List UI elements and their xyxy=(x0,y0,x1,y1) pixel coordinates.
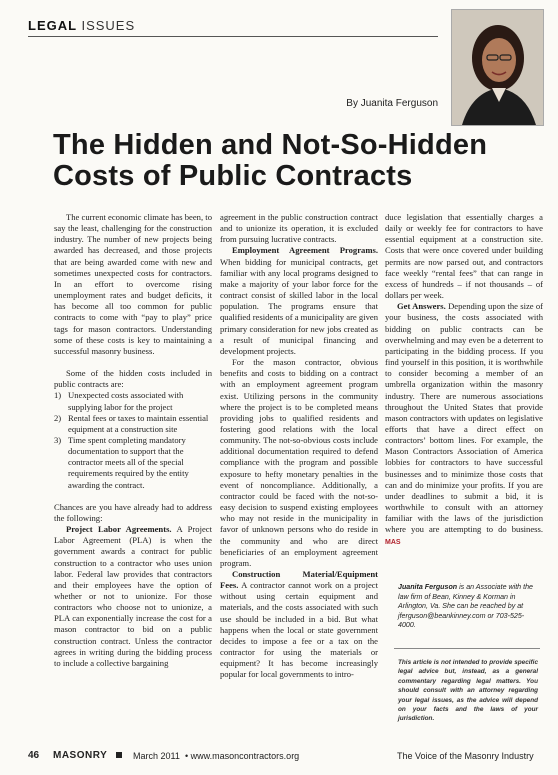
subhead: Get Answers. xyxy=(397,301,446,312)
paragraph xyxy=(220,245,378,357)
magazine-name: MASONRY xyxy=(53,750,108,761)
column-1 xyxy=(54,212,212,669)
list-number: 3) xyxy=(54,434,62,445)
paragraph-body: When bidding for municipal contracts, get familiar with any local programs designed to make a majority of your labor force for the contract consist of skilled labor in the local population. The programs ensure that qualified residents of a municipality are given primary consideration for new jobs created as a result of municipal financing and development projects. xyxy=(220,256,378,356)
legal-disclaimer: This article is not intended to provide specific legal advice but, instead, as a general commentary regarding legal matters. You should consult with an attorney regarding your legal issues, as the advice will depend on your facts and the laws of your jurisdiction. xyxy=(398,659,538,723)
list-text: Unexpected costs associated with supplying labor for the project xyxy=(68,390,184,412)
article-title: The Hidden and Not-So-Hidden Costs of Public Contracts xyxy=(53,129,488,192)
end-mark-icon: MAS xyxy=(385,538,401,546)
list-item xyxy=(54,390,212,412)
issue-date: March 2011 xyxy=(133,751,180,761)
page-number: 46 xyxy=(28,750,40,761)
hidden-costs-list xyxy=(54,390,212,490)
subhead: Project Labor Agreements. xyxy=(66,524,172,535)
website-url: • www.masoncontractors.org xyxy=(185,751,300,761)
list-item xyxy=(54,435,212,491)
section-label-first: LEGAL xyxy=(28,18,77,33)
bio-name: Juanita Ferguson xyxy=(398,583,458,591)
paragraph: agreement in the public construction contract and to unionize its operation, it is excluded from pursuing lucrative contracts. xyxy=(220,212,378,245)
top-divider xyxy=(28,36,438,37)
section-label-second: ISSUES xyxy=(81,18,136,33)
list-item xyxy=(54,413,212,435)
bio-divider xyxy=(394,648,540,649)
paragraph xyxy=(385,301,543,547)
paragraph: Chances are you have already had to address the following: xyxy=(54,501,212,523)
paragraph: The current economic climate has been, to say the least, challenging for the construction industry. The number of new projects being awarded has decreased, and those projects that are being awarded come with new and sometimes unexpected costs for contractors. In an effort to overcome rising unemployment rates and budget deficits, it has become all too common for public contracts to come with “pay to play” price tags for mason contractors. Understanding some of these costs is key to maintaining a successful masonry business. xyxy=(54,212,212,356)
page-footer xyxy=(0,748,558,766)
list-text: Rental fees or taxes to maintain essential equipment at a construction site xyxy=(68,412,209,434)
list-number: 1) xyxy=(54,390,62,401)
paragraph-body: A contractor cannot work on a project without using certain equipment and materials, and the costs associated with such use should be included in a bid. But what happens when the local or state government decides to impose a fee or a tax on the contractor for using the materials or equipment? It has become increasingly popular for local governments to intro- xyxy=(220,580,378,680)
paragraph: For the mason contractor, obvious benefits and costs to bidding on a contract with an employment agreement program exist. Utilizing persons in the community where the project is to be completed means providing jobs to qualified residents and fostering good relations with the local community. The not-so-obvious costs include additional documentation required to defend compliance with the program and possible exposure to hefty monetary penalties in the event of noncompliance. Additionally, a contractor could be faced with the not-so-easy decision to suspend existing employees who may not reside in the municipality in favor of unknown persons who do reside in the community and who are direct beneficiaries of an employment agreement program. xyxy=(220,357,378,568)
paragraph: Some of the hidden costs included in public contracts are: xyxy=(54,368,212,390)
paragraph-body: A Project Labor Agreement (PLA) is when the government awards a contract for public construction to a contractor who uses union labor. Federal law provides that contractors and their employees have the option of whether or not to unionize. For those contractors who choose not to unionize, a PLA can exponentially increase the cost for a mason contractor to bid on a public construction contract. Unless the contractor agrees in writing during the bidding process to include a collective bargaining xyxy=(54,524,212,668)
subhead: Construction Material/Equipment Fees. xyxy=(220,569,378,591)
author-portrait-graphic xyxy=(452,10,543,125)
author-photo xyxy=(451,9,544,126)
square-bullet-icon xyxy=(116,752,122,758)
column-3 xyxy=(385,212,543,548)
author-bio xyxy=(398,583,538,631)
paragraph-body: Depending upon the size of your business, the costs associated with bidding on public contracts can be overwhelming and may even be a deterrent to participating in the bidding process. If you find yourself in this position, it is worthwhile to consider becoming a member of an umbrella organization within the masonry industry. There are numerous associations throughout the United States that provide mason contractors with updates on legislative efforts that have a direct effect on contractors’ bottom lines. For example, the Mason Contractors Association of America lobbies for contractors to have successful businesses and to minimize those costs that can and do minimize your profits. If you are under deadlines to submit a bid, it is worthwhile to consult with an attorney familiar with the laws of the jurisdiction where you are attempting to do business. xyxy=(385,301,544,535)
list-number: 2) xyxy=(54,412,62,423)
paragraph xyxy=(54,524,212,669)
byline: By Juanita Ferguson xyxy=(346,98,438,109)
subhead: Employment Agreement Programs. xyxy=(232,245,378,256)
section-label xyxy=(28,18,135,33)
footer-tagline: The Voice of the Masonry Industry xyxy=(397,751,534,761)
list-text: Time spent completing mandatory documentation to support that the contractor meets all of the special requirements required by the entity awarding the contract. xyxy=(68,434,189,490)
paragraph xyxy=(220,569,378,681)
bio-text: is an Associate with the law firm of Bean, Kinney & Korman in Arlington, Va. She can be reached by at jferguson@beankinney.com or 703-525-4000. xyxy=(398,583,533,630)
column-2 xyxy=(220,212,378,681)
paragraph: duce legislation that essentially charges a daily or weekly fee for contractors to have essential equipment at a construction site. Costs that were once covered under building permits are now parsed out, and contractors face weekly “rental fees” that can range in excess of hundreds – if not thousands – of dollars per week. xyxy=(385,212,543,301)
